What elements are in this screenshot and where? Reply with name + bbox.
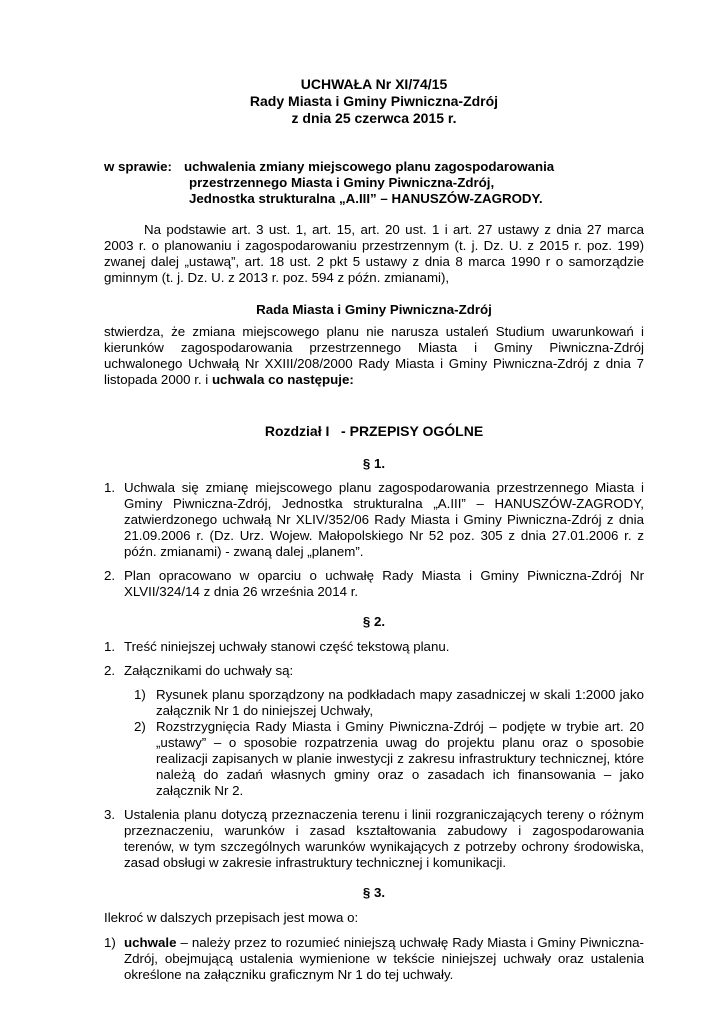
legal-basis: Na podstawie art. 3 ust. 1, art. 15, art. 20 ust. 1 i art. 27 ustawy z dnia 27 marca 2003 r. o planowaniu i zagospodarowaniu przestrzennym (t. j. Dz. U. z 2015 r. poz. 199) zwanej dalej „ustawą”, art. 18 ust. 2 pkt 5 ustawy z dnia 8 marca 1990 r o samorządzie gminnym (t. j. Dz. U. z 2013 r. poz. 594 z późn. zmianami), (104, 222, 644, 285)
resolution-date: z dnia 25 czerwca 2015 r. (291, 110, 457, 126)
resolves-text: stwierdza, że zmiana miejscowego planu nie narusza ustaleń Studium uwarunkowań i kierunków zagospodarowania przestrzennego Miasta i Gminy Piwniczna-Zdrój uchwalonego Uchwałą Nr XXIII/208/2000 Rady Miasta i Gminy Piwniczna-Zdrój z dnia 7 listopada 2000 r. i (104, 324, 644, 387)
list-item: 1) uchwale – należy przez to rozumieć niniejszą uchwałę Rady Miasta i Gminy Piwniczna-Zdrój, obejmującą ustalenia wymienione w tekście niniejszej uchwały oraz ustalenia określone na załączniku graficznym Nr 1 do tej uchwały. (104, 935, 644, 982)
resolves-bold: uchwala co następuje: (211, 372, 354, 387)
list-item: 3. Ustalenia planu dotyczą przeznaczenia terenu i linii rozgraniczających tereny o różnym przeznaczeniu, warunków i zasad kształtowania zabudowy i zagospodarowania terenów, w tym szczególnych warunków wynikających z potrzeby ochrony środowiska, zasad obsługi w zakresie infrastruktury technicznej i komunikacji. (104, 807, 644, 870)
attachments-list (104, 687, 644, 799)
section-2-list-cont (104, 807, 644, 871)
section-1-list (104, 480, 644, 600)
subject-line: przestrzennego Miasta i Gminy Piwniczna-Zdrój, (189, 175, 495, 190)
document-page (104, 76, 644, 983)
subject-label: w sprawie: (104, 159, 172, 174)
subject-block (104, 159, 644, 207)
list-item: 2. Załącznikami do uchwały są: (104, 663, 294, 678)
chapter-heading: Rozdział I - PRZEPISY OGÓLNE (264, 423, 484, 439)
resolves-paragraph (104, 324, 644, 388)
council-heading: Rada Miasta i Gminy Piwniczna-Zdrój (256, 302, 492, 317)
council-name: Rady Miasta i Gminy Piwniczna-Zdrój (249, 93, 499, 109)
subject-line: Jednostka strukturalna „A.III” – HANUSZÓW-ZAGRODY. (189, 191, 543, 206)
subject-line: uchwalenia zmiany miejscowego planu zagospodarowania (184, 159, 555, 174)
list-item: 1. Treść niniejszej uchwały stanowi część tekstową planu. (104, 639, 450, 654)
definitions-list (104, 935, 644, 983)
list-item: 1. Uchwala się zmianę miejscowego planu zagospodarowania przestrzennego Miasta i Gminy Piwniczna-Zdrój, Jednostka strukturalna „A.III” – HANUSZÓW-ZAGRODY, zatwierdzonego uchwałą Nr XLIV/352/06 Rady Miasta i Gminy Piwniczna-Zdrój z dnia 21.09.2006 r. (Dz. Urz. Wojew. Małopolskiego Nr 52 poz. 305 z dnia 27.01.2006 r. z późn. zmianami) - zwaną dalej „planem”. (104, 480, 644, 559)
section-3-intro: Ilekroć w dalszych przepisach jest mowa o: (104, 910, 359, 925)
list-item: 2) Rozstrzygnięcia Rady Miasta i Gminy Piwniczna-Zdrój – podjęte w trybie art. 20 „ustawy” – o sposobie rozpatrzenia uwag do projektu planu oraz o sposobie realizacji zapisanych w planie inwestycji z zakresu infrastruktury technicznej, które należą do zadań własnych gminy oraz o zasadach ich finansowania – jako załącznik Nr 2. (134, 719, 644, 798)
section-2-list (104, 639, 644, 679)
definition-text: – należy przez to rozumieć niniejszą uchwałę Rady Miasta i Gminy Piwniczna-Zdrój, obejmującą ustalenia wymienione w tekście niniejszej uchwały oraz ustalenia określone na załączniku graficznym Nr 1 do tej uchwały. (124, 935, 644, 982)
section-3-title: § 3. (362, 885, 386, 900)
resolution-number: UCHWAŁA Nr XI/74/15 (300, 76, 448, 92)
list-item: 2. Plan opracowano w oparciu o uchwałę Rady Miasta i Gminy Piwniczna-Zdrój Nr XLVII/324/14 z dnia 26 września 2014 r. (104, 568, 644, 599)
section-1-title: § 1. (362, 456, 386, 471)
list-item: 1) Rysunek planu sporządzony na podkładach mapy zasadniczej w skali 1:2000 jako załącznik Nr 1 do niniejszej Uchwały, (134, 687, 644, 718)
defined-term: uchwale (124, 935, 177, 950)
resolution-header (104, 76, 644, 127)
section-2-title: § 2. (362, 614, 386, 629)
